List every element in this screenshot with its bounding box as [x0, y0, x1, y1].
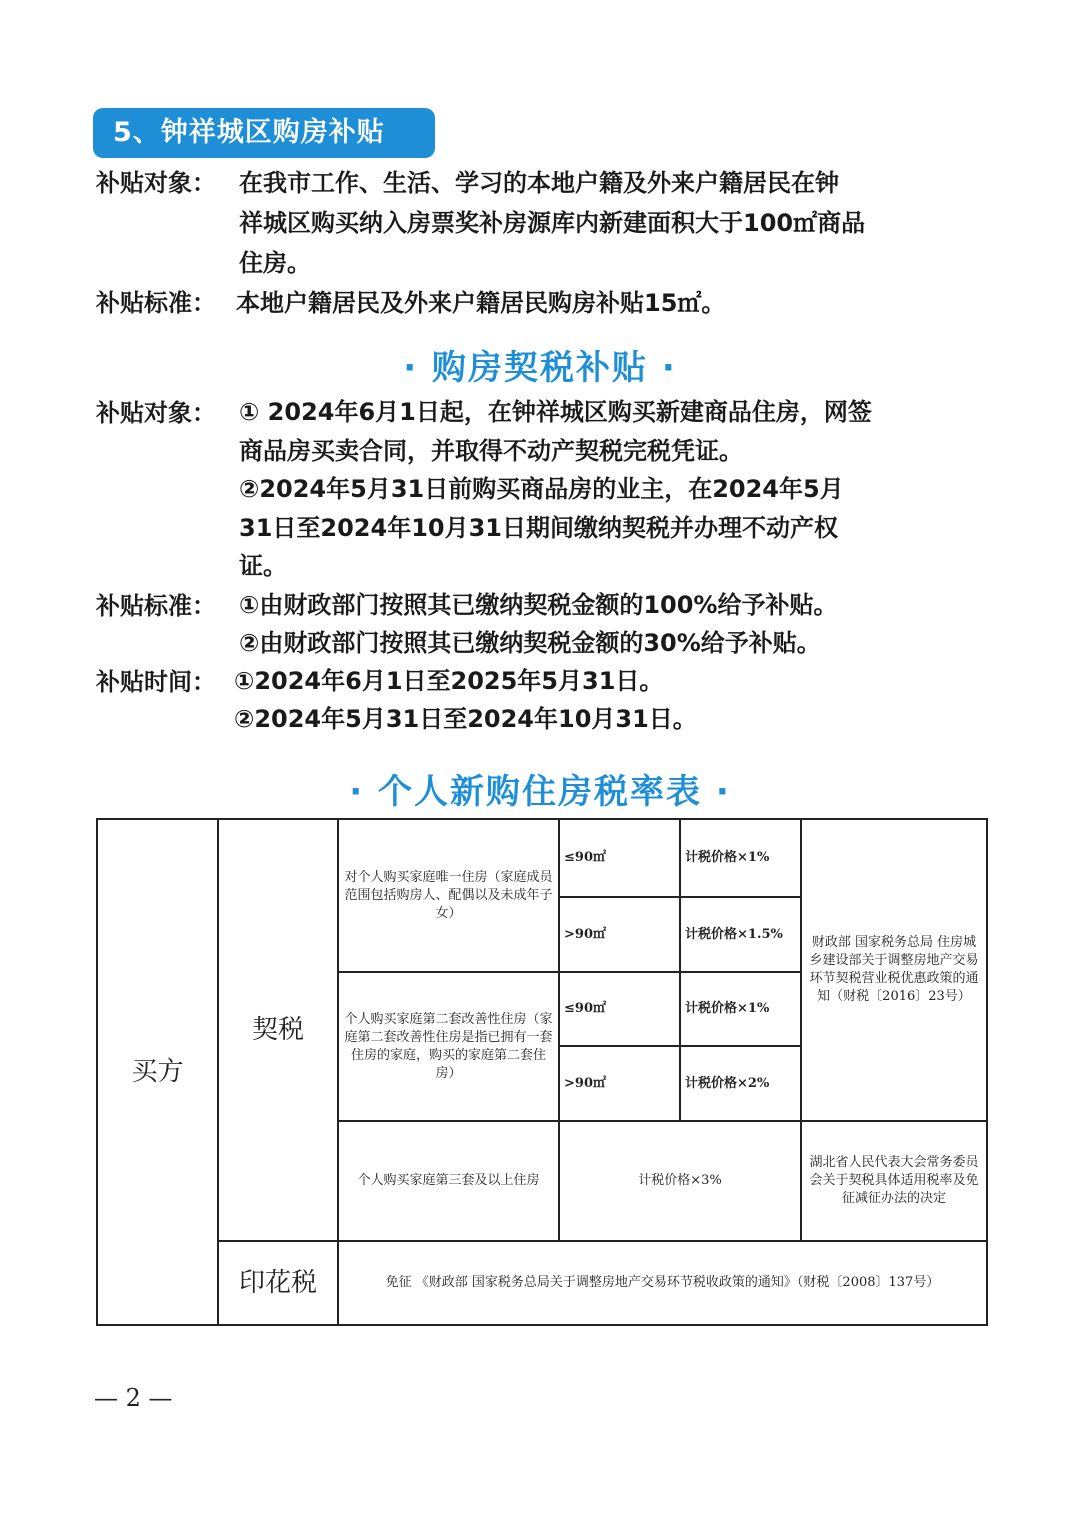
area-le90-cell: ≤90㎡ — [559, 819, 680, 897]
text-line: ①2024年6月1日至2025年5月31日。 — [234, 666, 664, 695]
text-line: 在我市工作、生活、学习的本地户籍及外来户籍居民在钟 — [239, 169, 839, 197]
deed-target-label: 补贴对象： — [96, 399, 216, 427]
deed-content — [96, 393, 996, 738]
deed-standard-label: 补贴标准： — [96, 591, 216, 620]
deed-standard — [96, 586, 996, 662]
deed-tax-cell: 契税 — [218, 819, 338, 1241]
section5-standard — [96, 283, 996, 323]
buyer-cell: 买方 — [97, 819, 218, 1325]
deed-standard-text — [239, 586, 996, 662]
text-line: 商品房买卖合同，并取得不动产契税完税凭证。 — [239, 436, 743, 465]
section-badge: 5、钟祥城区购房补贴 — [93, 108, 435, 158]
text-line: ②2024年5月31日至2024年10月31日。 — [234, 704, 697, 733]
section5-content — [96, 163, 996, 323]
page-number: — 2 — — [94, 1384, 173, 1412]
text-line: 祥城区购买纳入房票奖补房源库内新建面积大于100㎡商品 — [239, 209, 866, 237]
deed-time-label: 补贴时间： — [96, 667, 216, 696]
text-line: ①由财政部门按照其已缴纳契税金额的100%给予补贴。 — [239, 590, 838, 619]
deed-time-text — [234, 662, 996, 738]
standard-text: 本地户籍居民及外来户籍居民购房补贴15㎡。 — [236, 289, 726, 317]
target-text — [239, 163, 996, 283]
policy-reference-cell: 湖北省人民代表大会常务委员会关于契税具体适用税率及免征减征办法的决定 — [801, 1121, 987, 1241]
rate-cell: 计税价格×1% — [680, 819, 801, 897]
policy-reference-cell: 财政部 国家税务总局 住房城乡建设部关于调整房地产交易环节契税营业税优惠政策的通知（财税〔2016〕23号） — [801, 819, 987, 1121]
area-le90-cell: ≤90㎡ — [559, 972, 680, 1046]
text-line: 证。 — [239, 552, 287, 580]
deed-subsidy-heading: · 购房契税补贴 · — [403, 348, 677, 388]
rate-cell: 计税价格×1.5% — [680, 897, 801, 972]
first-home-cell: 对个人购买家庭唯一住房（家庭成员范围包括购房人、配偶以及未成年子女） — [338, 819, 559, 972]
deed-time — [96, 662, 996, 738]
text-line: ②2024年5月31日前购买商品房的业主，在2024年5月 — [239, 475, 844, 503]
third-home-cell: 个人购买家庭第三套及以上住房 — [338, 1121, 559, 1241]
rate-table — [96, 818, 988, 1326]
text-line: ②由财政部门按照其已缴纳契税金额的30%给予补贴。 — [239, 628, 821, 657]
second-home-cell: 个人购买家庭第二套改善性住房（家庭第二套改善性住房是指已拥有一套住房的家庭，购买的家庭第二套住房） — [338, 972, 559, 1121]
area-gt90-cell: >90㎡ — [559, 1046, 680, 1121]
stamp-tax-cell: 印花税 — [218, 1241, 338, 1325]
text-line: ① 2024年6月1日起，在钟祥城区购买新建商品住房，网签 — [239, 398, 872, 426]
area-gt90-cell: >90㎡ — [559, 897, 680, 972]
standard-label: 补贴标准： — [96, 289, 216, 317]
stamp-tax-exemption-cell: 免征 《财政部 国家税务总局关于调整房地产交易环节税收政策的通知》（财税〔2008〕137号） — [338, 1241, 987, 1325]
deed-target-text — [239, 393, 996, 586]
rate-cell: 计税价格×3% — [559, 1121, 801, 1241]
rate-cell: 计税价格×1% — [680, 972, 801, 1046]
rate-table-heading: · 个人新购住房税率表 · — [349, 772, 731, 812]
target-label: 补贴对象： — [96, 169, 216, 197]
section5-target — [96, 163, 996, 283]
text-line: 31日至2024年10月31日期间缴纳契税并办理不动产权 — [239, 513, 838, 542]
deed-target — [96, 393, 996, 586]
rate-cell: 计税价格×2% — [680, 1046, 801, 1121]
text-line: 住房。 — [239, 249, 311, 277]
